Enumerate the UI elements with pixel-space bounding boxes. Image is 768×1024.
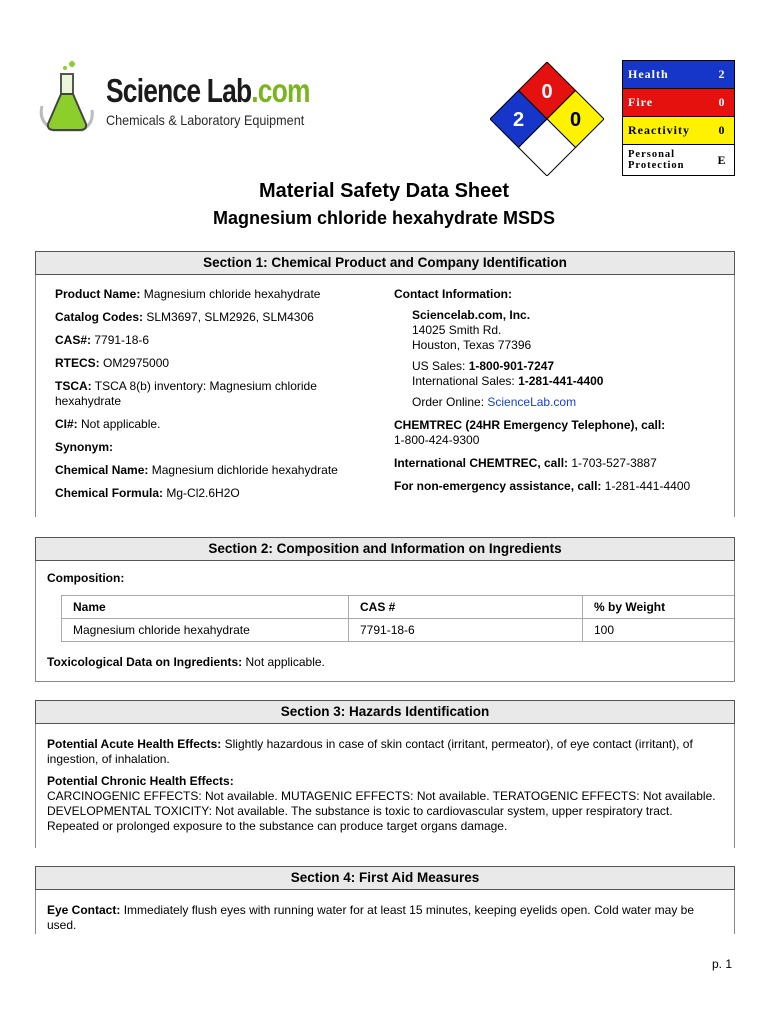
- document-subtitle: Magnesium chloride hexahydrate MSDS: [212, 208, 556, 228]
- sciencelab-logo: [34, 58, 310, 138]
- order-online-link[interactable]: ScienceLab.com: [487, 395, 577, 409]
- logo-tagline: Chemicals & Laboratory Equipment: [106, 112, 305, 128]
- hazard-health-row: Health 2: [623, 61, 734, 89]
- section-heading: Section 3: Hazards Identification: [35, 700, 735, 724]
- section-1: [35, 251, 735, 517]
- section-3: Section 3: Hazards Identification Potential Acute Health Effects: Slightly hazardous in case of skin contact (irritant, permeator), of eye contact (irritant), of ingestion, of inhalation. Potential Chronic Health Effects: CARCINOGENIC EFFECTS: Not available. MUTAGENIC EFFECTS: Not available. TERATOGENIC EFFECTS: Not available. DEVELOPMENTAL TOXICITY: Not available. The substance is toxic to cardiovascular system, upper respiratory tract. Repeated or prolonged exposure to the substance can produce target organs damage.: [35, 700, 735, 848]
- nfpa-reactivity-value: 0: [569, 109, 582, 131]
- page-number: p. 1: [711, 957, 732, 971]
- document-title: Material Safety Data Sheet: [258, 180, 510, 202]
- nfpa-diamond: [490, 62, 604, 176]
- nfpa-fire-value: 0: [541, 81, 553, 103]
- product-info: Product Name: Magnesium chloride hexahydrate Catalog Codes: SLM3697, SLM2926, SLM4306 CAS#: 7791-18-6 RTECS: OM2975000 TSCA: TSCA 8(b) inventory: Magnesium chloride hexahydrate CI#: Not applicable. Synonym: Chemical Name: Magnesium dichloride hexahydrate Chemical Formula: Mg-Cl2.6H2O: [55, 287, 338, 500]
- hazard-fire-row: Fire 0: [623, 89, 734, 117]
- hazard-rating-table: [622, 60, 735, 176]
- section-2: Section 2: Composition and Information on Ingredients Composition: Name CAS # % by Weight Magnesium chloride hexahydrate 7791-18-6 100 Toxicological Data on Ingredients: Not applicable.: [35, 537, 735, 682]
- table-row: Magnesium chloride hexahydrate 7791-18-6 100: [62, 619, 735, 642]
- composition-table: Name CAS # % by Weight Magnesium chloride hexahydrate 7791-18-6 100: [61, 595, 734, 642]
- contact-info: Contact Information: Sciencelab.com, Inc. 14025 Smith Rd. Houston, Texas 77396 US Sales: 1-800-901-7247 International Sales: 1-281-441-4400 Order Online: ScienceLab.com CHEMTREC (24HR Emergency Telephone), call: 1-800-424-9300 International CHEMTREC, call: 1-703-527-3887 For non-emergency assistance, call: 1-281-441-4400: [394, 287, 691, 493]
- section-4: Section 4: First Aid Measures Eye Contact: Immediately flush eyes with running water for at least 15 minutes, keeping eyelids open. Cold water may be used.: [35, 866, 735, 934]
- section-heading: Section 4: First Aid Measures: [35, 866, 735, 890]
- section-heading: Section 2: Composition and Information on Ingredients: [35, 537, 735, 561]
- section-heading: Section 1: Chemical Product and Company Identification: [35, 251, 735, 275]
- flask-icon: [34, 58, 104, 138]
- logo-wordmark: Science Lab.com: [106, 72, 310, 109]
- hazard-reactivity-row: Reactivity 0: [623, 117, 734, 145]
- nfpa-health-value: 2: [512, 109, 525, 131]
- hazard-protection-row: Personal Protection E: [623, 145, 734, 175]
